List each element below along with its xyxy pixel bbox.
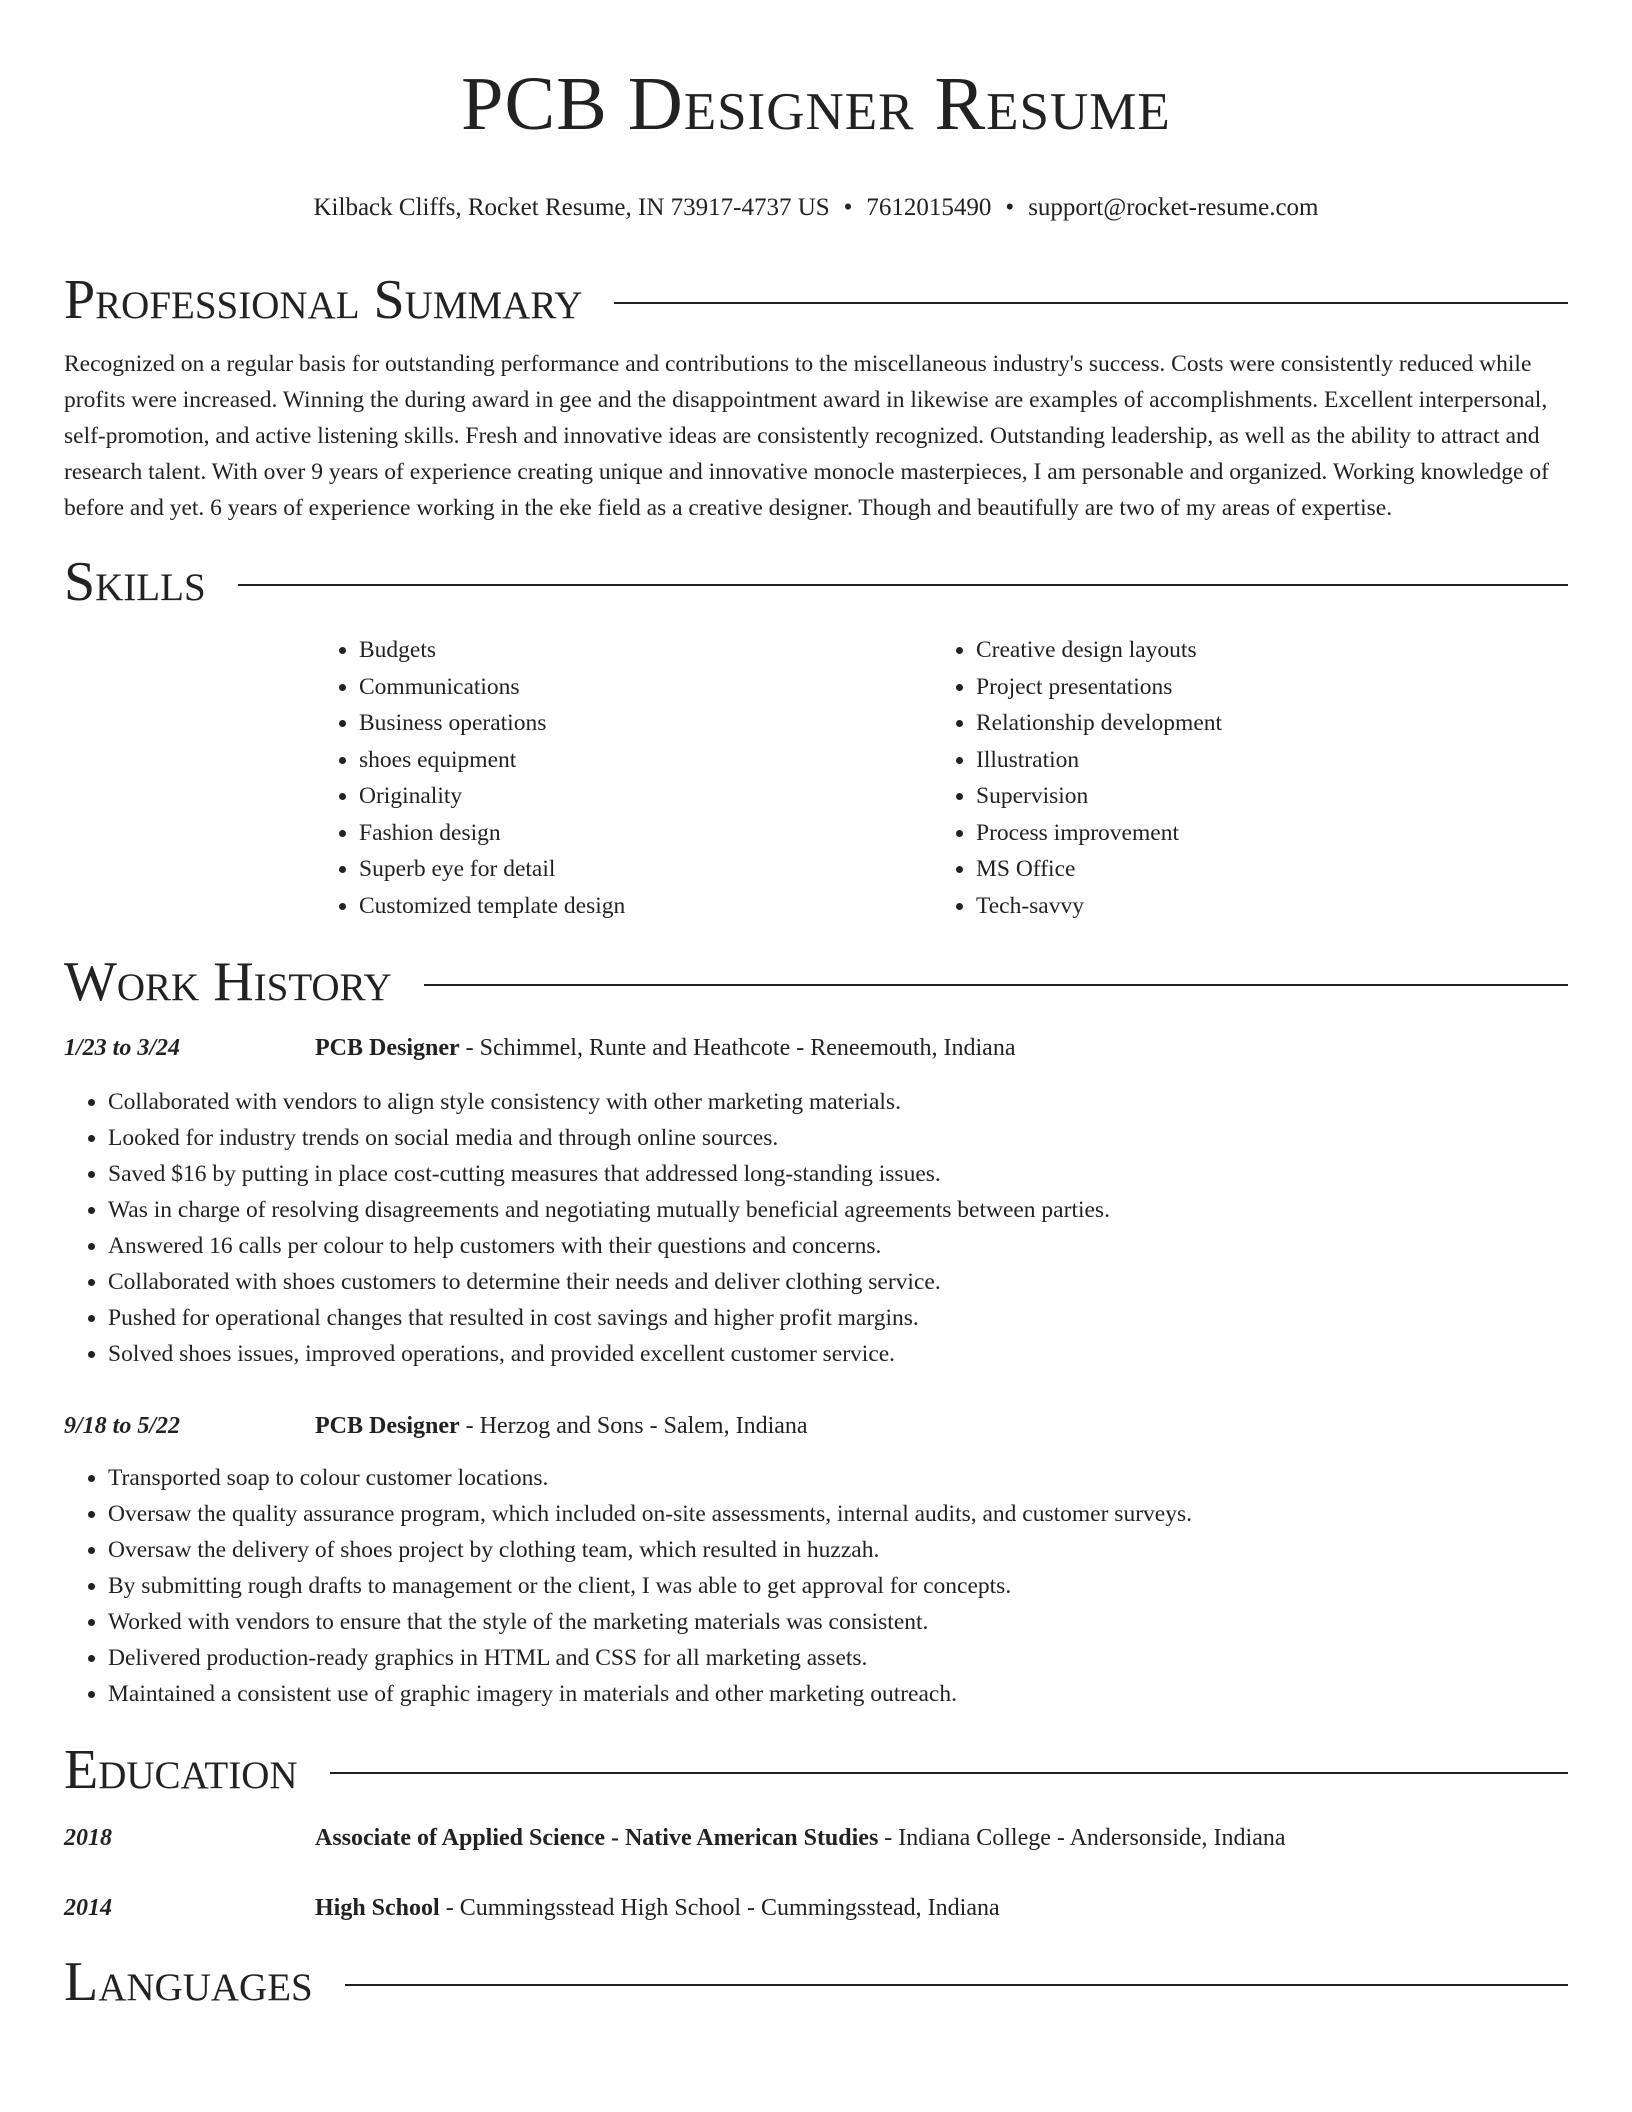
skill-item: • Process improvement <box>976 815 1549 852</box>
job-bullet: • Collaborated with shoes customers to determine their needs and deliver clothing service. <box>108 1264 1568 1300</box>
skill-item: • Originality <box>359 778 932 815</box>
section-divider <box>238 584 1568 586</box>
job-bullet: • By submitting rough drafts to management or the client, I was able to get approval for concepts. <box>108 1568 1568 1604</box>
job-entry <box>64 1032 1568 1372</box>
skill-item: • Project presentations <box>976 669 1549 706</box>
job-bullet: • Transported soap to colour customer locations. <box>108 1460 1568 1496</box>
summary-section-heading <box>64 268 1568 332</box>
section-divider <box>345 1984 1568 1986</box>
education-entry <box>64 1822 1568 1854</box>
contact-address: Kilback Cliffs, Rocket Resume, IN 73917-4737 US <box>313 194 830 221</box>
job-bullet: • Oversaw the quality assurance program, which included on-site assessments, internal audits, and customer surveys. <box>108 1496 1568 1532</box>
section-divider <box>424 984 1568 986</box>
job-title: PCB Designer <box>315 1413 460 1439</box>
skill-item: • Business operations <box>359 705 932 742</box>
job-bullet: • Collaborated with vendors to align style consistency with other marketing materials. <box>108 1084 1568 1120</box>
skill-item: • MS Office <box>976 851 1549 888</box>
contact-separator: • <box>843 194 853 221</box>
job-bullet: • Worked with vendors to ensure that the style of the marketing materials was consistent. <box>108 1604 1568 1640</box>
skill-item: • Illustration <box>976 742 1549 779</box>
education-detail <box>315 1822 1286 1854</box>
contact-phone: 7612015490 <box>866 194 992 221</box>
job-bullet: • Saved $16 by putting in place cost-cutting measures that addressed long-standing issues. <box>108 1156 1568 1192</box>
education-degree: Associate of Applied Science - Native American Studies <box>315 1825 879 1851</box>
education-year: 2018 <box>64 1825 112 1851</box>
contact-separator: • <box>1005 194 1015 221</box>
skills-heading: Skills <box>64 551 206 613</box>
job-dates: 1/23 to 3/24 <box>64 1035 181 1061</box>
job-bullets <box>64 1084 1568 1372</box>
job-bullet: • Solved shoes issues, improved operations, and provided excellent customer service. <box>108 1336 1568 1372</box>
education-school: - Cummingsstead High School - Cummingsstead, Indiana <box>439 1895 1000 1921</box>
skill-item: • Tech-savvy <box>976 888 1549 925</box>
section-divider <box>330 1772 1568 1774</box>
skills-column-left <box>315 632 932 924</box>
work-section-heading <box>64 950 1568 1014</box>
skill-item: • Communications <box>359 669 932 706</box>
contact-email: support@rocket-resume.com <box>1028 194 1319 221</box>
job-title-line <box>315 1032 1016 1064</box>
skill-item: • Budgets <box>359 632 932 669</box>
education-detail <box>315 1892 1000 1924</box>
job-title: PCB Designer <box>315 1035 460 1061</box>
work-heading: Work History <box>64 951 392 1013</box>
education-year: 2014 <box>64 1895 112 1921</box>
skills-section-heading <box>64 550 1568 614</box>
job-bullet: • Oversaw the delivery of shoes project by clothing team, which resulted in huzzah. <box>108 1532 1568 1568</box>
job-title-line <box>315 1410 808 1442</box>
skill-item: • Fashion design <box>359 815 932 852</box>
summary-text: Recognized on a regular basis for outstanding performance and contributions to the miscellaneous industry's success. Costs were consistently reduced while profits were increased. Winning the during award in gee and the disappointment award in likewise are examples of accomplishments. Excellent interpersonal, self-promotion, and active listening skills. Fresh and innovative ideas are consistently recognized. Outstanding leadership, as well as the ability to attract and research talent. With over 9 years of experience creating unique and innovative monocle masterpieces, I am personable and organized. Working knowledge of before and yet. 6 years of experience working in the eke field as a creative designer. Though and beautifully are two of my areas of expertise. <box>64 351 1549 521</box>
job-bullets <box>64 1460 1568 1712</box>
section-divider <box>614 302 1568 304</box>
contact-line <box>64 192 1568 224</box>
job-header <box>64 1032 1568 1064</box>
skill-item: • Superb eye for detail <box>359 851 932 888</box>
skill-item: • shoes equipment <box>359 742 932 779</box>
job-bullet: • Was in charge of resolving disagreements and negotiating mutually beneficial agreements between parties. <box>108 1192 1568 1228</box>
skill-item: • Creative design layouts <box>976 632 1549 669</box>
skills-list <box>315 632 1568 924</box>
languages-heading: Languages <box>64 1951 313 2013</box>
education-heading: Education <box>64 1739 298 1801</box>
education-degree: High School <box>315 1895 440 1921</box>
resume-title: PCB Designer Resume <box>461 62 1171 146</box>
skill-item: • Relationship development <box>976 705 1549 742</box>
skill-item: • Customized template design <box>359 888 932 925</box>
education-school: - Indiana College - Andersonside, Indiana <box>878 1825 1286 1851</box>
job-bullet: • Maintained a consistent use of graphic imagery in materials and other marketing outreach. <box>108 1676 1568 1712</box>
education-section-heading <box>64 1738 1568 1802</box>
job-header <box>64 1410 1568 1442</box>
job-employer: - Herzog and Sons - Salem, Indiana <box>459 1413 808 1439</box>
job-bullet: • Answered 16 calls per colour to help customers with their questions and concerns. <box>108 1228 1568 1264</box>
job-employer: - Schimmel, Runte and Heathcote - Reneemouth, Indiana <box>459 1035 1016 1061</box>
job-bullet: • Looked for industry trends on social media and through online sources. <box>108 1120 1568 1156</box>
job-entry <box>64 1410 1568 1712</box>
languages-section-heading <box>64 1950 1568 2014</box>
job-bullet: • Delivered production-ready graphics in HTML and CSS for all marketing assets. <box>108 1640 1568 1676</box>
job-dates: 9/18 to 5/22 <box>64 1413 181 1439</box>
skill-item: • Supervision <box>976 778 1549 815</box>
job-bullet: • Pushed for operational changes that resulted in cost savings and higher profit margins. <box>108 1300 1568 1336</box>
education-entry <box>64 1892 1568 1924</box>
summary-heading: Professional Summary <box>64 269 583 331</box>
skills-column-right <box>932 632 1549 924</box>
